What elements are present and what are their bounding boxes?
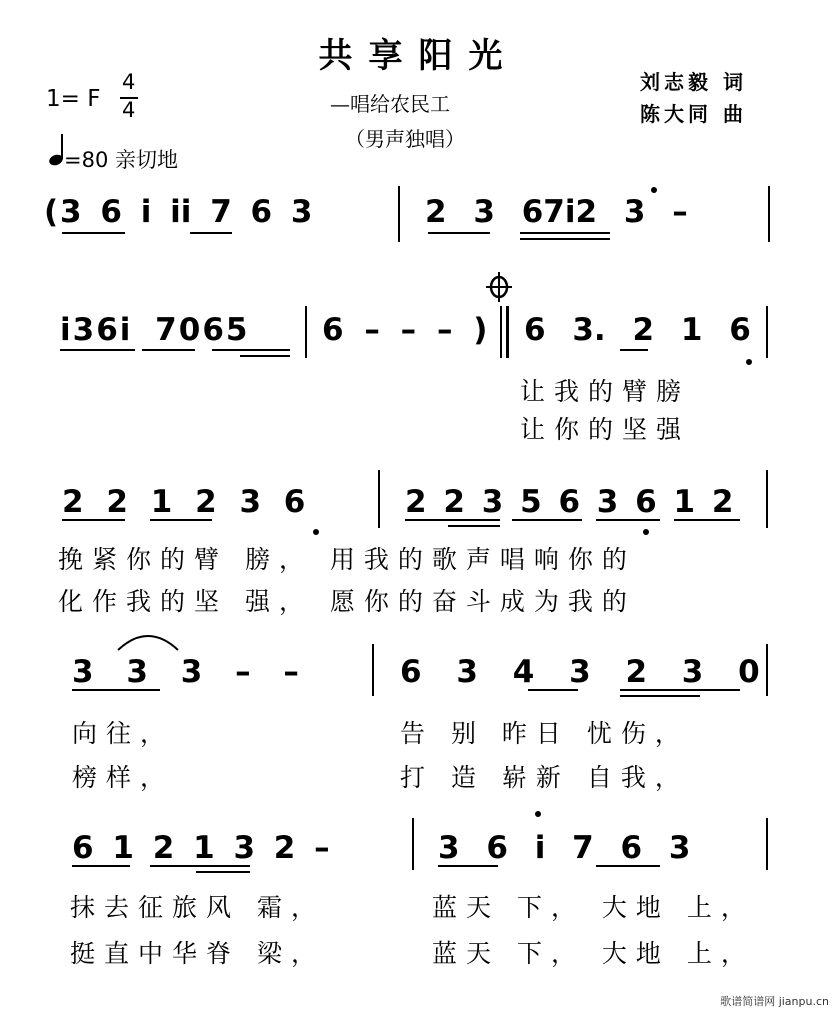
octave-dot <box>643 529 649 535</box>
time-signature-denominator: 4 <box>122 98 136 122</box>
measure-9: 6 3 4 3 2 3 0 <box>400 654 760 690</box>
lyrics-line-5-verse-2b: 蓝天 下， 大地 上， <box>432 939 755 968</box>
time-signature-numerator: 4 <box>122 70 136 94</box>
lyricist-credit: 刘志毅 词 <box>640 70 747 94</box>
lyrics-line-4-verse-1a: 向往， <box>72 719 175 748</box>
tempo-marking: =80 亲切地 <box>64 148 178 172</box>
composer-credit: 陈大同 曲 <box>640 102 747 126</box>
measure-6: 2 2 1 2 3 6 <box>62 484 306 520</box>
measure-8: 3 3 3 – – <box>72 654 299 690</box>
lyrics-line-5-verse-1a: 抹去征旅风 霜， <box>70 893 325 922</box>
lyrics-line-2-verse-1: 让我的臂膀 <box>520 377 691 406</box>
measure-7: 2 2 3 5 6 3 6 1 2 <box>405 484 734 520</box>
measure-11: 3 6 i 7 6 3 <box>438 830 691 866</box>
lyrics-line-4-verse-2a: 榜样， <box>72 763 175 792</box>
lyrics-line-2-verse-2: 让你的坚强 <box>520 415 691 444</box>
lyrics-line-3-verse-2: 化作我的坚 强， 愿你的奋斗成为我的 <box>58 587 636 616</box>
measure-3: i36i 7065 <box>60 312 250 348</box>
watermark: 歌谱简谱网 jianpu.cn <box>720 995 829 1008</box>
tie <box>118 636 178 650</box>
open-paren: ( <box>44 194 59 230</box>
measure-5: 6 3. 2 1 6 <box>524 312 751 348</box>
key-signature: 1= F <box>46 86 101 112</box>
octave-dot <box>535 811 541 817</box>
lyrics-line-3-verse-1: 挽紧你的臂 膀， 用我的歌声唱响你的 <box>58 545 636 574</box>
lyrics-line-5-verse-1b: 蓝天 下， 大地 上， <box>432 893 755 922</box>
song-title: 共享阳光 <box>318 36 519 76</box>
measure-1: 3 6 i ii 7 6 3 <box>60 194 313 230</box>
measure-10: 6 1 2 1 3 2 – <box>72 830 330 866</box>
octave-dot <box>313 529 319 535</box>
lyrics-line-5-verse-2a: 挺直中华脊 梁， <box>70 939 325 968</box>
octave-dot <box>746 359 752 365</box>
measure-2: 2 3 67i2 3 – <box>425 194 688 230</box>
subtitle: —唱给农民工 <box>330 92 450 116</box>
lyrics-line-4-verse-1b: 告 别 昨日 忧伤， <box>400 719 689 748</box>
performance-type: （男声独唱） <box>345 127 465 151</box>
octave-dot <box>651 187 657 193</box>
measure-4: 6 – – – ) <box>322 312 488 348</box>
lyrics-line-4-verse-2b: 打 造 崭新 自我， <box>400 763 689 792</box>
